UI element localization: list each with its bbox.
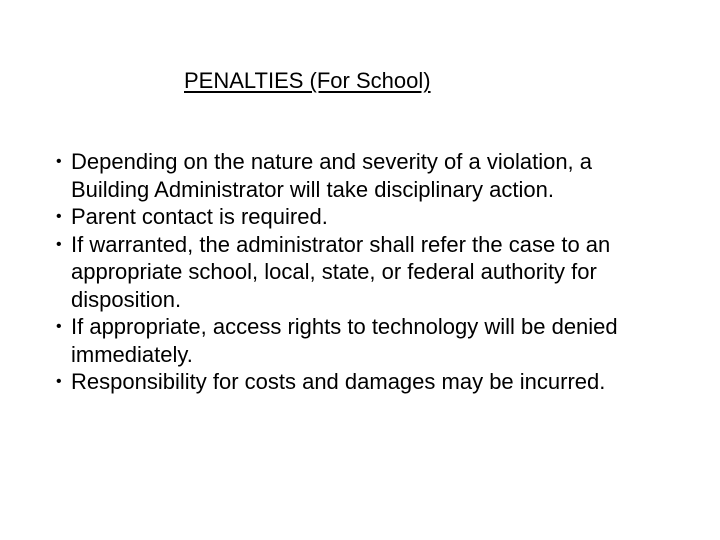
bullet-icon: • (56, 208, 62, 225)
bullet-text: Depending on the nature and severity of a violation, a Building Administrator will take disciplinary action. (71, 149, 593, 202)
bullet-icon: • (56, 318, 62, 335)
bullet-icon: • (56, 153, 62, 170)
bullet-item (56, 148, 666, 203)
bullet-icon: • (56, 373, 62, 390)
bullet-text: Parent contact is required. (71, 204, 328, 229)
bullet-item (56, 368, 666, 396)
bullet-text: If warranted, the administrator shall refer the case to an appropriate school, local, state, or federal authority for disposition. (71, 231, 611, 312)
bullet-list (56, 148, 666, 396)
bullet-item (56, 203, 666, 231)
bullet-item (56, 313, 666, 368)
bullet-text: Responsibility for costs and damages may be incurred. (71, 369, 606, 394)
bullet-item (56, 231, 666, 314)
bullet-icon: • (56, 235, 62, 253)
bullet-text: If appropriate, access rights to technology will be denied immediately. (71, 314, 618, 367)
slide-title: PENALTIES (For School) (184, 68, 431, 93)
